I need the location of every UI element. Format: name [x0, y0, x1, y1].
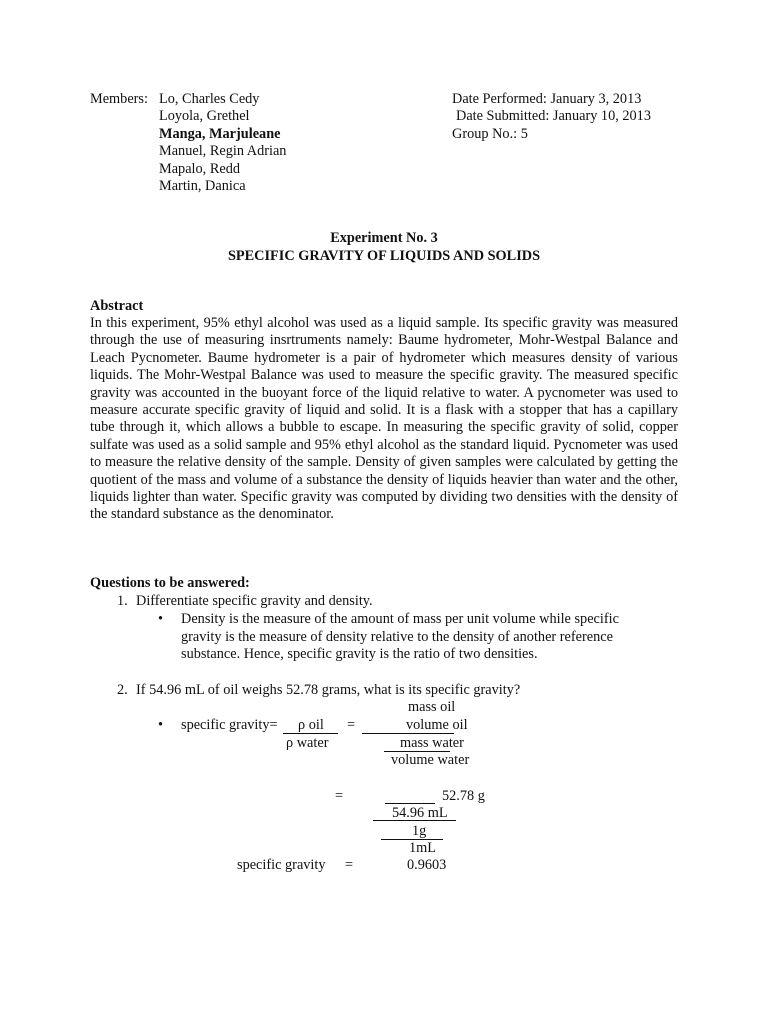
calc-milliliter: 1mL	[409, 840, 437, 856]
calc-volume: 54.96 mL	[392, 805, 448, 821]
abstract-heading: Abstract	[90, 298, 144, 314]
calc-mass: 52.78 g	[442, 788, 485, 804]
fraction-bar	[373, 820, 456, 821]
answer-line: substance. Hence, specific gravity is the ratio of two densities.	[181, 646, 538, 662]
members-label: Members:	[90, 91, 148, 107]
formula-equals: =	[347, 717, 356, 733]
result-value: 0.9603	[407, 857, 447, 873]
calc-equals: =	[335, 788, 344, 804]
question-number: 2.	[117, 682, 128, 698]
member-name: Manga, Marjuleane	[159, 126, 281, 142]
formula-rho-oil: ρ oil	[298, 717, 324, 733]
member-name: Martin, Danica	[159, 178, 246, 194]
question-text: If 54.96 mL of oil weighs 52.78 grams, what is its specific gravity?	[136, 682, 521, 698]
date-submitted: Date Submitted: January 10, 2013	[456, 108, 651, 124]
bullet-icon: •	[158, 717, 164, 733]
member-name: Loyola, Grethel	[159, 108, 250, 124]
member-name: Mapalo, Redd	[159, 161, 240, 177]
result-label: specific gravity	[237, 857, 326, 873]
formula-mass-oil: mass oil	[408, 699, 456, 715]
experiment-title: SPECIFIC GRAVITY OF LIQUIDS AND SOLIDS	[227, 248, 541, 264]
group-number: Group No.: 5	[452, 126, 528, 142]
question-text: Differentiate specific gravity and density.	[136, 593, 373, 609]
fraction-bar	[385, 803, 435, 804]
answer-line: Density is the measure of the amount of mass per unit volume while specific	[181, 611, 619, 627]
formula-volume-oil: volume oil	[406, 717, 468, 733]
member-name: Manuel, Regin Adrian	[159, 143, 287, 159]
formula-rho-water: ρ water	[286, 735, 329, 751]
experiment-number: Experiment No. 3	[330, 230, 438, 246]
formula-volume-water: volume water	[391, 752, 470, 768]
answer-line: gravity is the measure of density relative to the density of another reference	[181, 629, 613, 645]
formula-lhs: specific gravity=	[181, 717, 278, 733]
formula-mass-water: mass water	[400, 735, 464, 751]
abstract-body: In this experiment, 95% ethyl alcohol was used as a liquid sample. Its specific gravity was measured through the use of measuring insrtruments namely: Baume hydrometer, Mohr-Westpal Balance and Leach Pycnometer. Baume hydrometer is a pair of hydrometer which measures density of various liquids. The Mohr-Westpal Balance was used to measure the specific gravity. The measured specific gravity was accounted in the buoyant force of the liquid relative to water. A pycnometer was used to measure accurate specific gravity of liquid and solid. It is a flask with a stopper that has a capillary tube through it, which allows a bubble to escape. In measuring the specific gravity of solid, copper sulfate was used as a solid sample and 95% ethyl alcohol as the standard liquid. Pycnometer was used to measure the relative density of the sample. Density of given samples were calculated by getting the quotient of the mass and volume of a substance the density of liquids heavier than water and the other, liquids lighter than water. Specific gravity was computed by dividing two densities with the density of the standard substance as the denominator.	[90, 315, 678, 523]
result-equals: =	[345, 857, 354, 873]
question-number: 1.	[117, 593, 128, 609]
questions-heading: Questions to be answered:	[90, 575, 250, 591]
bullet-icon: •	[158, 611, 164, 627]
calc-gram: 1g	[412, 823, 427, 839]
date-performed: Date Performed: January 3, 2013	[452, 91, 642, 107]
member-name: Lo, Charles Cedy	[159, 91, 260, 107]
